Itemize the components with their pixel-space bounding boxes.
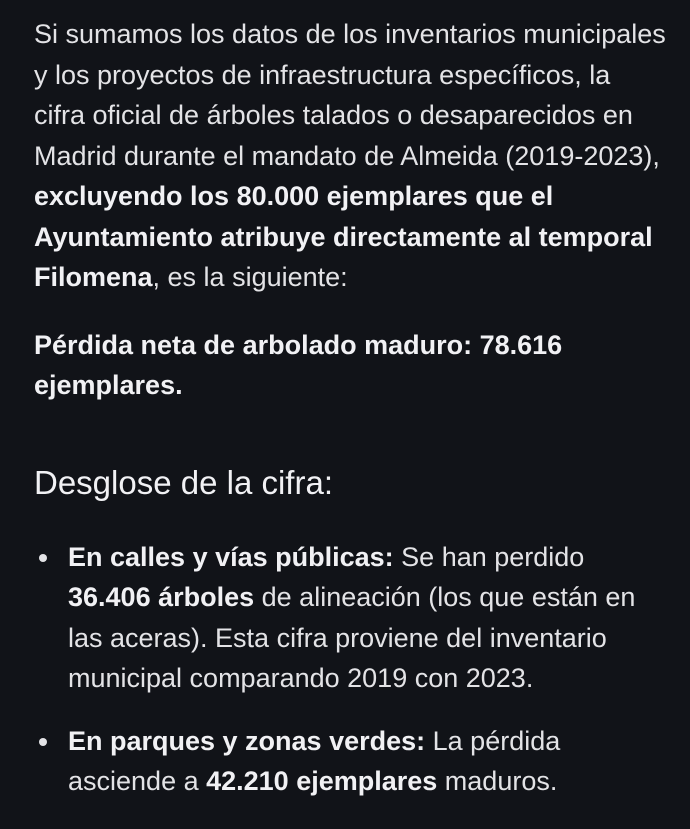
intro-text-2: , es la siguiente: — [152, 262, 348, 292]
breakdown-list — [34, 537, 666, 802]
intro-bold-text: excluyendo los 80.000 ejemplares que el Ayuntamiento atribuye directamente al temporal Filomena — [34, 181, 653, 292]
item-label: En parques y zonas verdes: — [68, 725, 426, 756]
item-text-1: Se han perdido — [393, 541, 585, 572]
item-text-2: de alineación (los que están en las aceras). Esta cifra proviene del inventario municipal comparando 2019 con 2023. — [68, 582, 636, 693]
intro-paragraph — [34, 14, 666, 298]
bullet-icon — [39, 738, 47, 746]
item-text-2: maduros. — [437, 766, 558, 796]
item-text-1: La pérdida asciende a — [68, 725, 561, 796]
list-item — [34, 721, 666, 802]
item-label: En calles y vías públicas: — [68, 541, 394, 572]
intro-text-1: Si sumamos los datos de los inventarios municipales y los proyectos de infraestructura específicos, la cifra oficial de árboles talados o desaparecidos en Madrid durante el mandato de Almeida (2019-2023), — [34, 19, 666, 171]
item-bold-text: 42.210 ejemplares — [206, 766, 438, 796]
item-bold-text: 36.406 árboles — [68, 582, 255, 612]
list-item — [34, 537, 666, 699]
summary-bold-text: Pérdida neta de arbolado maduro: 78.616 ejemplares. — [34, 329, 563, 400]
breakdown-heading: Desglose de la cifra: — [34, 463, 333, 501]
bullet-icon — [39, 554, 47, 562]
summary-paragraph — [34, 325, 666, 406]
